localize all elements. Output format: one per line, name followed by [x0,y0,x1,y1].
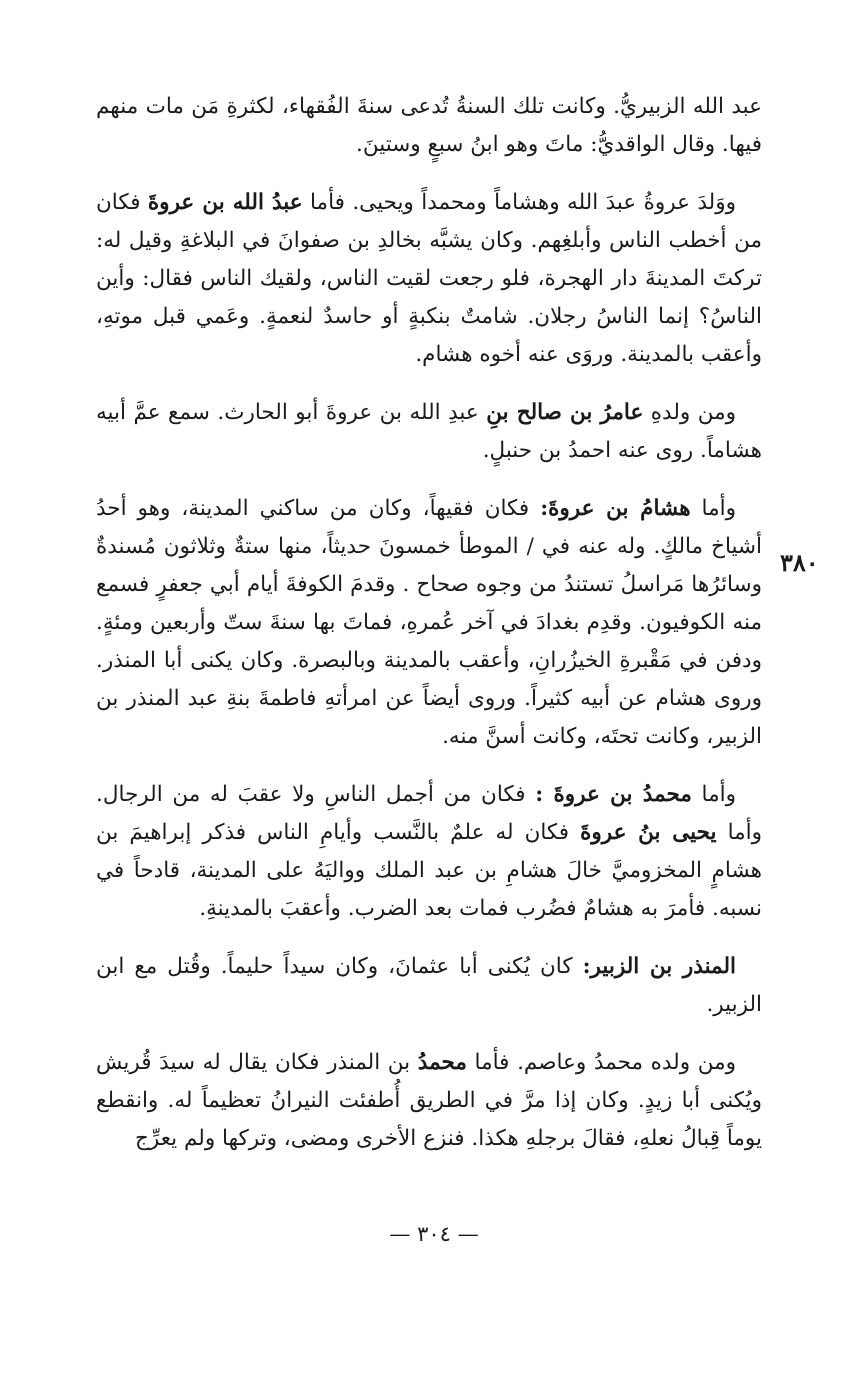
paragraph-amir-bin-salih [96,394,762,470]
bold-name: محمدُ [417,1050,467,1075]
bold-name: محمدُ بن عروةَ : [535,782,692,807]
text-run: وأما [690,496,736,521]
bold-name: هشامُ بن عروةَ: [540,496,691,521]
text-run: وأما [691,782,736,807]
text-run: بن المنذر فكان يقال له سيدَ قُريش ويُكنى أبا زيدٍ. وكان إذا مرَّ في الطريق أُطفئت النيرانُ تعظيماً له. وانقطع يوماً قِبالُ نعلهِ، فقالَ برجلهِ هكذا. فنزع الأخرى ومضى، وتركها ولم يعرِّج [96,1050,762,1151]
text-run: فكان من أجمل الناسِ ولا عقبَ له من الرجال. وأما [96,782,762,845]
paragraph-muhammad-bin-mundhir [96,1044,762,1158]
bold-name: المنذر بن الزبير: [582,954,737,979]
paragraph-hisham-bin-urwa [96,490,762,756]
page-number: — ٣٠٤ — [389,1222,479,1246]
paragraph-abdullah-bin-urwa [96,184,762,374]
paragraph-mundhir-bin-zubayr [96,948,762,1024]
paragraph-muhammad-yahya-bin-urwa [96,776,762,928]
paragraph-zubayri-death [96,88,762,164]
body-text [96,88,762,1178]
text-run: كان يُكنى أبا عثمانَ، وكان سيداً حليماً. وقُتل مع ابن الزبير. [96,954,762,1017]
margin-page-reference: ٣٨٠ [780,548,819,577]
text-run: عبد الله الزبيريُّ. وكانت تلك السنةُ تُدعى سنةَ الفُقهاء، لكثرةِ مَن مات منهم فيها. وقال الواقديُّ: ماتَ وهو ابنُ سبعٍ وستينَ. [96,94,762,157]
text-run: عبدِ الله بن عروةَ أبو الحارث. سمع عمَّ أبيه هشاماً. روى عنه احمدُ بن حنبلٍ. [96,400,762,463]
text-run: فكان له علمٌ بالنَّسب وأيامِ الناس فذكر إبراهيمَ بن هشامٍ المخزوميَّ خالَ هشامِ بن عبد الملك وواليَهُ على المدينة، قادحاً في نسبه. فأمرَ به هشامٌ فضُرب فمات بعد الضرب. وأعقبَ بالمدينةِ. [96,820,762,921]
text-run: ومن ولده محمدُ وعاصم. فأما [466,1050,736,1075]
bold-name: عامرُ بن صالح بنِ [486,400,644,425]
bold-name: يحيى بنُ عروةَ [580,820,717,845]
text-run: فكان فقيهاً، وكان من ساكني المدينة، وهو أحدُ أشياخ مالكٍ. وله عنه في / الموطأ خمسونَ حديثاً، منها ستةٌ وثلاثون مُسندةٌ وسائرُها مَراسلُ تستندُ من وجوه صحاح . وقدمَ الكوفةَ أيام أبي جعفرٍ فسمع منه الكوفيون. وقدِم بغدادَ في آخر عُمرهِ، فماتَ بها سنةَ ستّ وأربعين ومئةٍ. ودفن في مَقْبرةِ الخيزُرانِ، وأعقب بالمدينة وبالبصرة. وكان يكنى أبا المنذر. وروى هشام عن أبيه كثيراً. وروى أيضاً عن امرأتهِ فاطمةَ بنةِ عبد المنذر بن الزبير، وكانت تحتَه، وكانت أسنَّ منه. [96,496,762,749]
bold-name: عبدُ الله بن عروةَ [147,190,303,215]
text-run: ووَلدَ عروةُ عبدَ الله وهشاماً ومحمداً ويحيى. فأما [302,190,737,215]
text-run: ومن ولدهِ [643,400,736,425]
text-run: فكان من أخطب الناس وأبلغِهم. وكان يشبَّه بخالدِ بن صفوانَ في البلاغةِ وقيل له: تركتَ المدينةَ دار الهجرة، فلو رجعت لقيت الناس، ولقيك الناس فقال: وأين الناسُ؟ إنما الناسُ رجلان. شامتٌ بنكبةٍ أو حاسدٌ لنعمةٍ. وعَمي قبل موتهِ، وأعقب بالمدينة. وروَى عنه أخوه هشام. [96,190,762,367]
